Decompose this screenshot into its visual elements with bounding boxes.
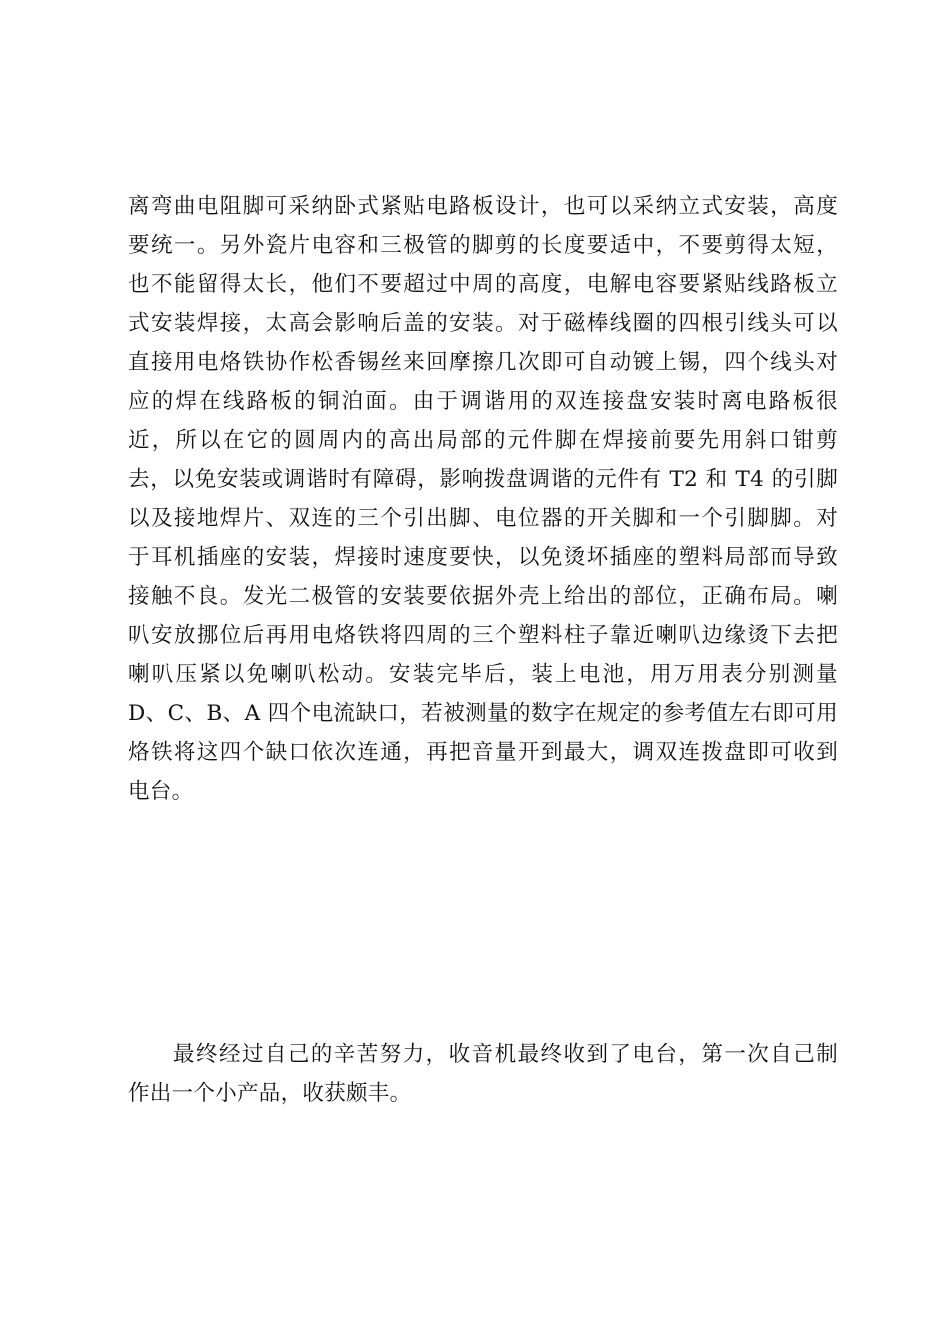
- text-line: 去，以免安装或调谐时有障碍，影响拨盘调谐的元件有 T2 和 T4 的引脚: [128, 467, 838, 492]
- text-line: 接触不良。发光二极管的安装要依据外壳上给出的部位，正确布局。喇: [128, 584, 838, 609]
- text-line: 也不能留得太长，他们不要超过中周的高度，电解电容要紧贴线路板立: [128, 272, 838, 297]
- text-line: 直接用电烙铁协作松香锡丝来回摩擦几次即可自动镀上锡，四个线头对: [128, 350, 838, 375]
- text-line: D、C、B、A 四个电流缺口，若被测量的数字在规定的参考值左右即可用: [128, 701, 838, 726]
- text-line: 烙铁将这四个缺口依次连通，再把音量开到最大，调双连拨盘即可收到: [128, 740, 838, 765]
- text-line: 电台。: [128, 779, 194, 804]
- text-line: 喇叭压紧以免喇叭松动。安装完毕后，装上电池，用万用表分别测量: [128, 662, 838, 687]
- text-line: 于耳机插座的安装，焊接时速度要快，以免烫坏插座的塑料局部而导致: [128, 545, 838, 570]
- paragraph-1: [128, 187, 838, 811]
- text-line: 离弯曲电阻脚可采纳卧式紧贴电路板设计，也可以采纳立式安装，高度: [128, 194, 838, 219]
- text-line: 应的焊在线路板的铜泊面。由于调谐用的双连接盘安装时离电路板很: [128, 389, 838, 414]
- text-line: 式安装焊接，太高会影响后盖的安装。对于磁棒线圈的四根引线头可以: [128, 311, 838, 336]
- text-line: 叭安放挪位后再用电烙铁将四周的三个塑料柱子靠近喇叭边缘烫下去把: [128, 623, 838, 648]
- text-line: 最终经过自己的辛苦努力，收音机最终收到了电台，第一次自己制: [173, 1042, 838, 1067]
- text-line: 要统一。另外瓷片电容和三极管的脚剪的长度要适中，不要剪得太短，: [128, 233, 838, 258]
- paragraph-2: [128, 1035, 838, 1113]
- text-line: 以及接地焊片、双连的三个引出脚、电位器的开关脚和一个引脚脚。对: [128, 506, 838, 531]
- text-line: 作出一个小产品，收获颇丰。: [128, 1081, 412, 1106]
- text-line: 近，所以在它的圆周内的高出局部的元件脚在焊接前要先用斜口钳剪: [128, 428, 838, 453]
